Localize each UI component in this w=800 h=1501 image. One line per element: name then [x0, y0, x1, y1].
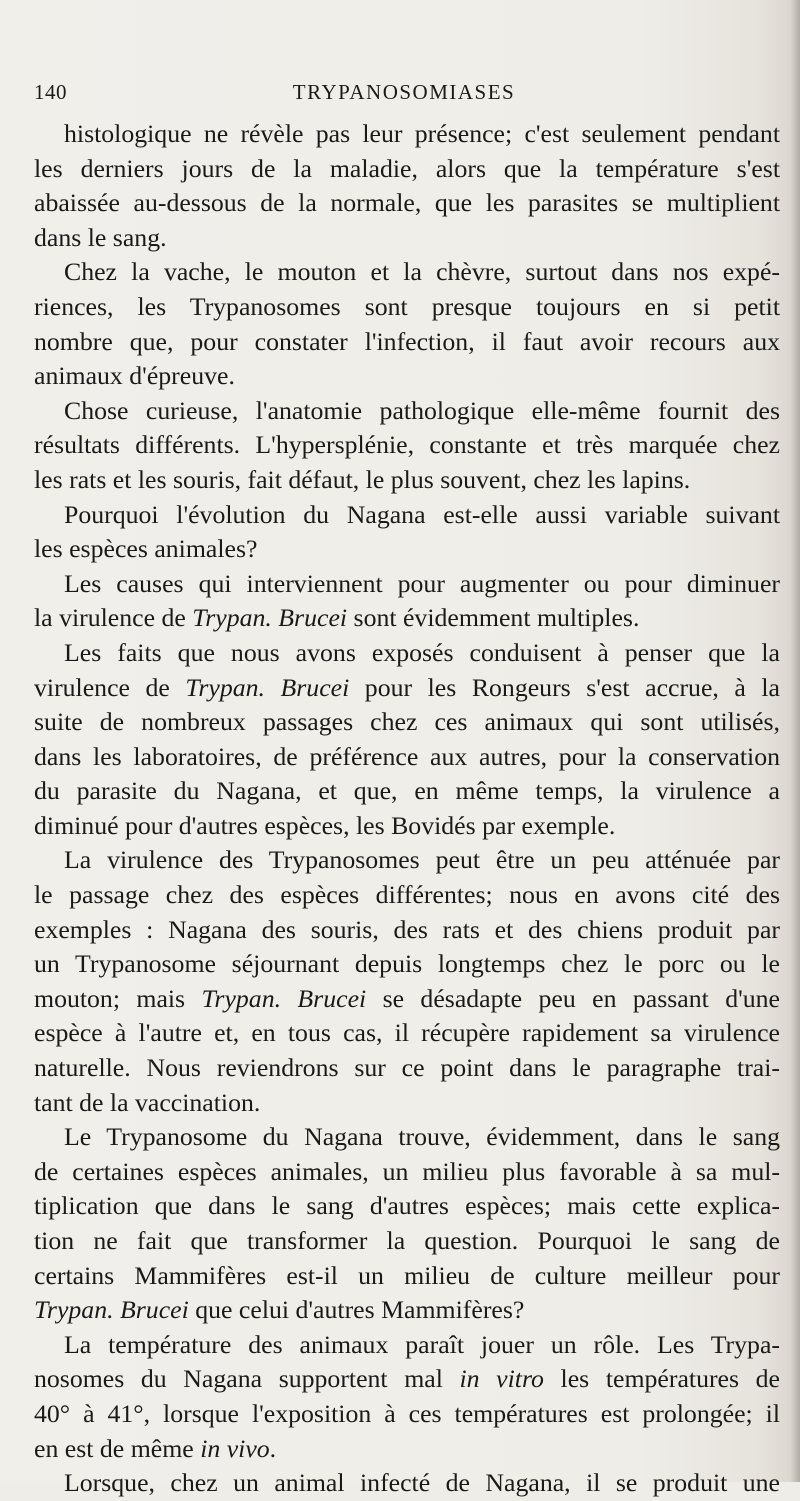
text-line: exemples : Nagana des souris, des rats et des chiens produit par	[34, 914, 780, 944]
text-line: tiplication que dans le sang d'autres espèces; mais cette explica-	[34, 1191, 780, 1221]
paragraph	[34, 1328, 780, 1466]
text-line: La température des animaux paraît jouer un rôle. Les Trypa-	[64, 1329, 780, 1359]
text-line: du parasite du Nagana, et que, en même temps, la virulence a	[34, 776, 780, 806]
text-line: les derniers jours de la maladie, alors que la température s'est	[34, 153, 780, 183]
paragraph	[34, 1466, 780, 1501]
text-line: La virulence des Trypanosomes peut être un peu atténuée par	[64, 845, 780, 875]
text-line: 40° à 41°, lorsque l'exposition à ces températures est prolongée; il	[34, 1398, 780, 1428]
text-line: suite de nombreux passages chez ces animaux qui sont utilisés,	[34, 707, 780, 737]
text-line: animaux d'épreuve.	[34, 361, 235, 391]
text-line: les espèces animales?	[34, 534, 258, 564]
text-line: riences, les Trypanosomes sont presque toujours en si petit	[34, 291, 780, 321]
text-line: virulence de Trypan. Brucei pour les Rongeurs s'est accrue, à la	[34, 672, 780, 702]
text-line: le passage chez des espèces différentes; nous en avons cité des	[34, 880, 780, 910]
text-line: mouton; mais Trypan. Brucei se désadapte peu en passant d'une	[34, 983, 780, 1013]
paragraph	[34, 843, 780, 1120]
text-line: Chose curieuse, l'anatomie pathologique elle-même fournit des	[64, 395, 780, 425]
text-line: diminué pour d'autres espèces, les Bovidés par exemple.	[34, 810, 616, 840]
text-line: en est de même in vivo.	[34, 1433, 277, 1463]
text-line: naturelle. Nous reviendrons sur ce point dans le paragraphe trai-	[34, 1053, 780, 1083]
text-line: Trypan. Brucei que celui d'autres Mammifères?	[34, 1295, 525, 1325]
text-line: les rats et les souris, fait défaut, le plus souvent, chez les lapins.	[34, 464, 691, 494]
running-title: TRYPANOSOMIASES	[292, 80, 516, 104]
page-number: 140	[34, 80, 67, 104]
paragraph	[34, 498, 780, 567]
text-line: abaissée au-dessous de la normale, que les parasites se multiplient	[34, 188, 780, 218]
text-line: nosomes du Nagana supportent mal in vitro les températures de	[34, 1364, 781, 1394]
text-line: tion ne fait que transformer la question. Pourquoi le sang de	[34, 1226, 780, 1255]
paragraph	[34, 255, 780, 393]
text-line: un Trypanosome séjournant depuis longtemps chez le porc ou le	[34, 949, 780, 979]
text-line: espèce à l'autre et, en tous cas, il récupère rapidement sa virulence	[34, 1018, 780, 1048]
paragraph	[34, 567, 780, 636]
text-line: Pourquoi l'évolution du Nagana est-elle aussi variable suivant	[64, 499, 780, 529]
text-line: dans le sang.	[34, 222, 167, 252]
text-line: nombre que, pour constater l'infection, il faut avoir recours aux	[34, 326, 780, 356]
text-line: histologique ne révèle pas leur présence; c'est seulement pendant	[64, 119, 780, 148]
paragraph	[34, 394, 780, 498]
text-line: Lorsque, chez un animal infecté de Nagana, il se produit une	[64, 1468, 780, 1498]
text-line: Les causes qui interviennent pour augmenter ou pour diminuer	[64, 568, 780, 598]
page-header	[34, 80, 774, 110]
text-line: la virulence de Trypan. Brucei sont évidemment multiples.	[34, 603, 640, 633]
paragraph	[34, 117, 780, 255]
body-text	[34, 117, 780, 1501]
paragraph	[34, 1120, 780, 1328]
text-line: Le Trypanosome du Nagana trouve, évidemment, dans le sang	[64, 1122, 780, 1152]
text-line: de certaines espèces animales, un milieu plus favorable à sa mul-	[34, 1156, 780, 1186]
text-line: dans les laboratoires, de préférence aux autres, pour la conservation	[34, 741, 780, 771]
text-line: Les faits que nous avons exposés conduisent à penser que la	[64, 637, 780, 667]
text-line: Chez la vache, le mouton et la chèvre, surtout dans nos expé-	[64, 257, 780, 287]
page-edge-shadow	[790, 0, 800, 1482]
text-line: certains Mammifères est-il un milieu de culture meilleur pour	[34, 1260, 780, 1290]
paragraph	[34, 636, 780, 844]
text-line: tant de la vaccination.	[34, 1087, 261, 1117]
text-line: résultats différents. L'hypersplénie, constante et très marquée chez	[34, 430, 780, 460]
